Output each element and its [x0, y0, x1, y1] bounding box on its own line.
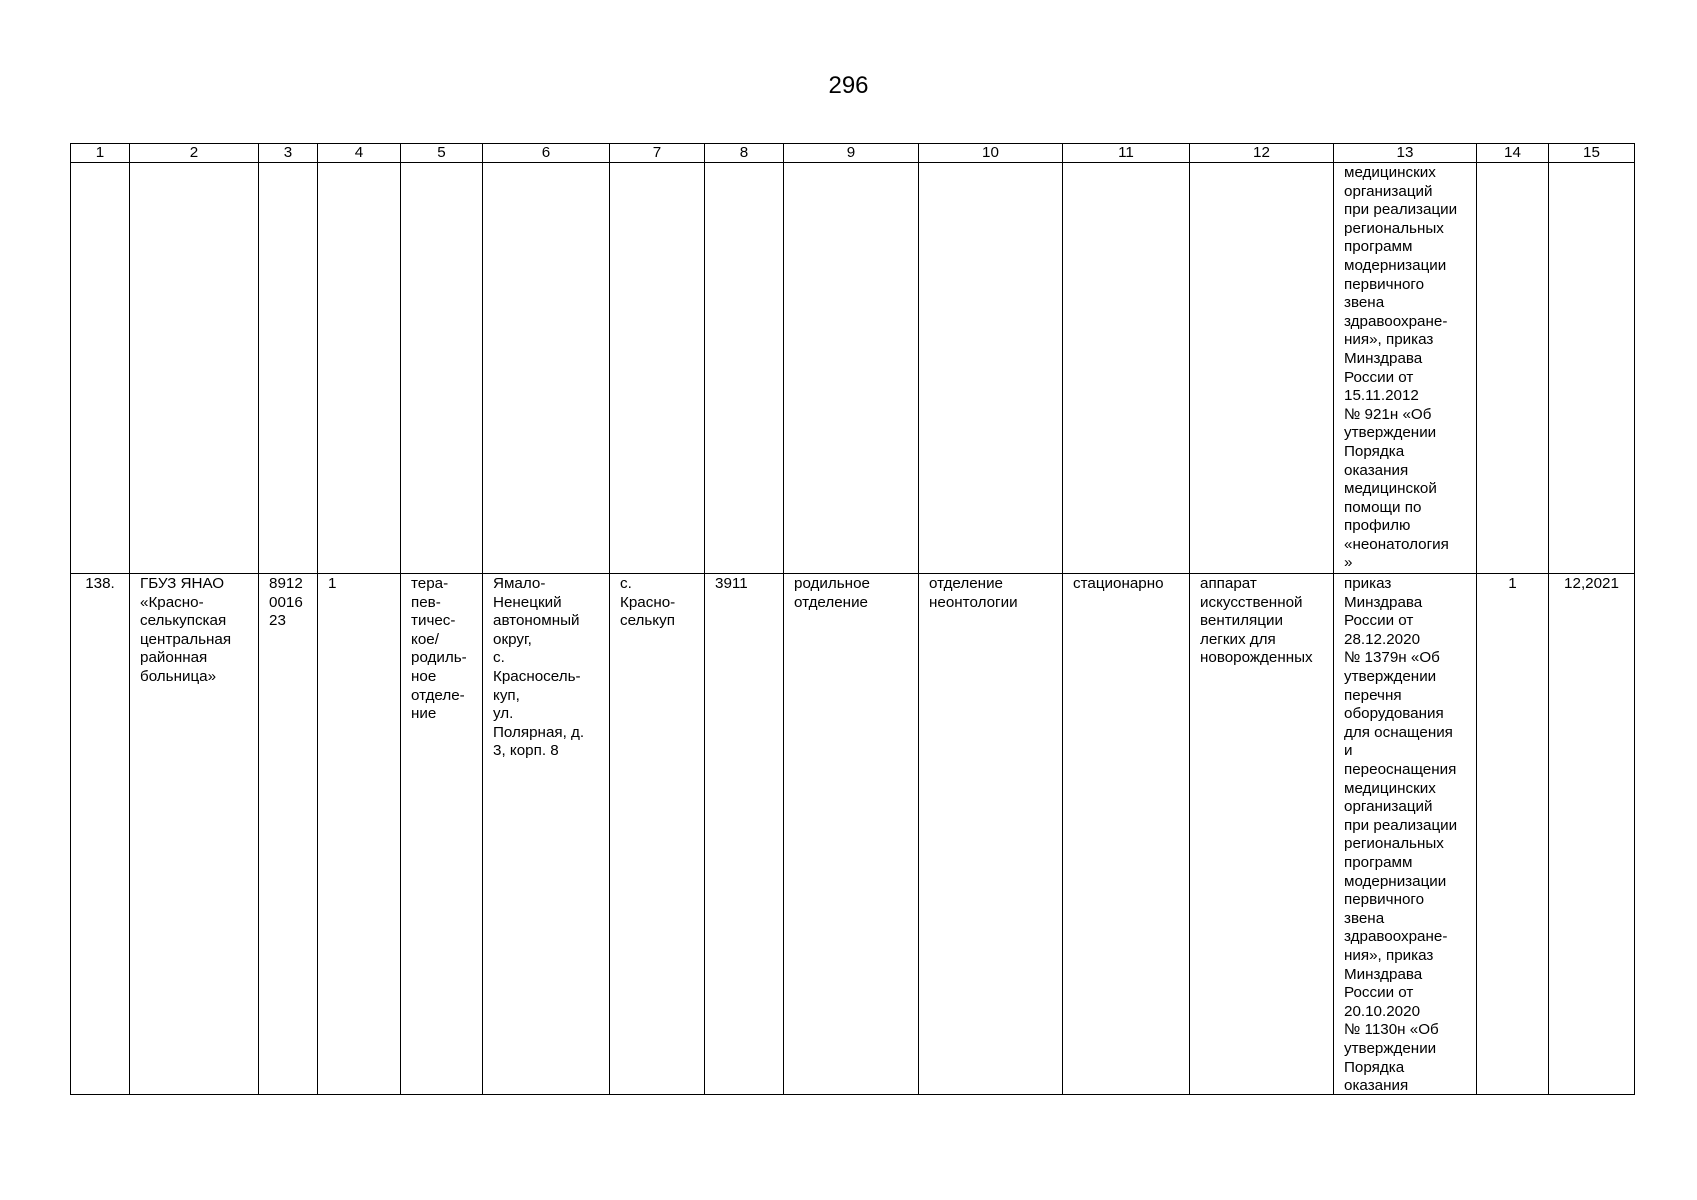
quantity-cell: 1 [318, 574, 401, 1095]
table-cell [259, 163, 318, 574]
table-cell [919, 163, 1063, 574]
code-cell: 3911 [705, 574, 784, 1095]
table-cell [71, 163, 130, 574]
table-cell [318, 163, 401, 574]
column-header: 8 [705, 144, 784, 163]
column-header: 6 [483, 144, 610, 163]
column-header: 9 [784, 144, 919, 163]
column-header: 3 [259, 144, 318, 163]
table-cell [784, 163, 919, 574]
table-cell [1190, 163, 1334, 574]
care-condition-cell: стационарно [1063, 574, 1190, 1095]
column-header: 13 [1334, 144, 1477, 163]
column-header: 7 [610, 144, 705, 163]
inn-cell: 8912 0016 23 [259, 574, 318, 1095]
column-header: 11 [1063, 144, 1190, 163]
table-cell [1477, 163, 1549, 574]
unit-cell: родильное отделение [784, 574, 919, 1095]
column-header: 12 [1190, 144, 1334, 163]
table-cell [705, 163, 784, 574]
table-cell [483, 163, 610, 574]
column-header: 4 [318, 144, 401, 163]
table-cell [401, 163, 483, 574]
table-row-138 [71, 574, 1635, 1095]
column-header: 1 [71, 144, 130, 163]
row-number-cell: 138. [71, 574, 130, 1095]
page-number: 296 [828, 72, 869, 99]
table-row-continuation [71, 163, 1635, 574]
division-cell: отделение неонтологии [919, 574, 1063, 1095]
equipment-cell: аппарат искусственной вентиляции легких для новорожденных [1190, 574, 1334, 1095]
department-profile-cell: тера- пев- тичес- кое/ родиль- ное отделе- ние [401, 574, 483, 1095]
column-number-header-row [71, 144, 1635, 163]
column-header: 5 [401, 144, 483, 163]
equipment-table [70, 143, 1635, 1095]
column-header: 10 [919, 144, 1063, 163]
address-cell: Ямало- Ненецкий автономный округ, с. Красносель- куп, ул. Полярная, д. 3, корп. 8 [483, 574, 610, 1095]
column-header: 15 [1549, 144, 1635, 163]
table-cell [610, 163, 705, 574]
regulation-cell: медицинских организаций при реализации региональных программ модернизации первичного звена здравоохране- ния», приказ Минздрава России от 15.11.2012 № 921н «Об утверждении Порядка оказания медицинской помощи по профилю «неонатология » [1334, 163, 1477, 574]
date-cell: 12,2021 [1549, 574, 1635, 1095]
column-header: 2 [130, 144, 259, 163]
table-cell [130, 163, 259, 574]
settlement-cell: с. Красно- селькуп [610, 574, 705, 1095]
regulation-cell: приказ Минздрава России от 28.12.2020 № 1379н «Об утверждении перечня оборудования для оснащения и переоснащения медицинских организаций при реализации региональных программ модернизации первичного звена здравоохране- ния», приказ Минздрава России от 20.10.2020 № 1130н «Об утверждении Порядка оказания [1334, 574, 1477, 1095]
table-cell [1063, 163, 1190, 574]
equipment-count-cell: 1 [1477, 574, 1549, 1095]
table-cell [1549, 163, 1635, 574]
organization-cell: ГБУЗ ЯНАО «Красно- селькупская центральная районная больница» [130, 574, 259, 1095]
column-header: 14 [1477, 144, 1549, 163]
